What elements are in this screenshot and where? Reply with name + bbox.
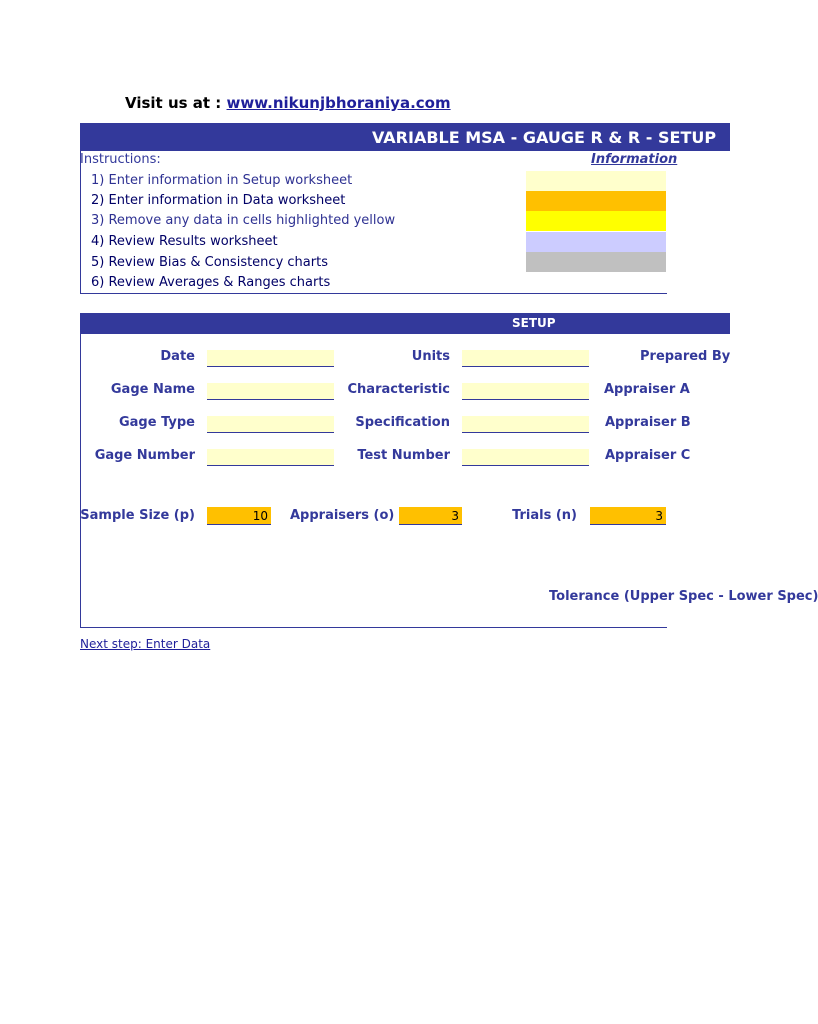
- setup-heading: SETUP: [512, 316, 556, 330]
- units-field[interactable]: [462, 350, 589, 367]
- prepared-by-label: Prepared By: [640, 349, 731, 364]
- specification-label: Specification: [355, 415, 450, 430]
- legend-swatch: [526, 252, 666, 272]
- visit-line: [125, 94, 451, 112]
- appraisers-field[interactable]: 3: [399, 507, 462, 525]
- appraiser-b-label: Appraiser B: [605, 415, 691, 430]
- gage-name-field[interactable]: [207, 383, 334, 400]
- legend-swatch: [526, 232, 666, 252]
- test-number-label: Test Number: [357, 448, 450, 463]
- gage-number-field[interactable]: [207, 449, 334, 466]
- website-link[interactable]: www.nikunjbhoraniya.com: [226, 94, 451, 112]
- instruction-step-5: 5) Review Bias & Consistency charts: [91, 255, 328, 270]
- gage-number-label: Gage Number: [94, 448, 195, 463]
- sample-size-field[interactable]: 10: [207, 507, 271, 525]
- legend-swatch: [526, 211, 666, 231]
- tolerance-label: Tolerance (Upper Spec - Lower Spec): [549, 589, 818, 604]
- instruction-step-4: 4) Review Results worksheet: [91, 234, 278, 249]
- visit-label: Visit us at :: [125, 94, 227, 112]
- instructions-heading: Instructions:: [80, 152, 161, 167]
- date-label: Date: [160, 349, 195, 364]
- appraiser-a-label: Appraiser A: [604, 382, 690, 397]
- date-field[interactable]: [207, 350, 334, 367]
- gage-type-field[interactable]: [207, 416, 334, 433]
- gage-type-label: Gage Type: [118, 415, 195, 430]
- next-step-link[interactable]: Next step: Enter Data: [80, 637, 211, 651]
- appraisers-label: Appraisers (o): [290, 508, 395, 523]
- trials-field[interactable]: 3: [590, 507, 666, 525]
- specification-field[interactable]: [462, 416, 589, 433]
- gage-name-label: Gage Name: [110, 382, 195, 397]
- test-number-field[interactable]: [462, 449, 589, 466]
- characteristic-field[interactable]: [462, 383, 589, 400]
- instruction-step-6: 6) Review Averages & Ranges charts: [91, 275, 331, 290]
- legend-swatch: [526, 191, 666, 211]
- information-heading[interactable]: Information: [591, 152, 678, 167]
- characteristic-label: Characteristic: [347, 382, 450, 397]
- trials-label: Trials (n): [512, 508, 577, 523]
- setup-bar: [80, 313, 730, 334]
- sample-size-label: Sample Size (p): [80, 508, 195, 523]
- instruction-step-3: 3) Remove any data in cells highlighted yellow: [91, 213, 396, 228]
- instruction-step-1: 1) Enter information in Setup worksheet: [91, 173, 353, 188]
- instruction-step-2: 2) Enter information in Data worksheet: [91, 193, 346, 208]
- legend-swatch: [526, 171, 666, 191]
- appraiser-c-label: Appraiser C: [605, 448, 691, 463]
- units-label: Units: [411, 349, 450, 364]
- page-title: VARIABLE MSA - GAUGE R & R - SETUP: [372, 128, 717, 147]
